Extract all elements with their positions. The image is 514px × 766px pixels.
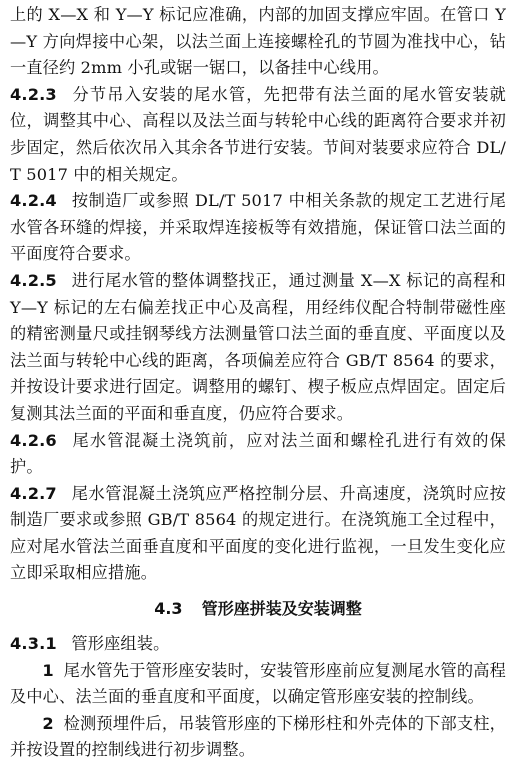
clause-4-3-1 — [10, 631, 506, 658]
clause-number: 4.2.7 — [10, 483, 57, 503]
clause-4-2-6 — [10, 428, 506, 481]
list-item-1 — [10, 658, 506, 711]
clause-4-2-5 — [10, 268, 506, 428]
clause-number: 4.2.3 — [10, 84, 57, 104]
clause-number: 4.3.1 — [10, 634, 57, 654]
item-text: 尾水管先于管形座安装时，安装管形座前应复测尾水管的高程及中心、法兰面的垂直度和平面度，以确定管形座安装的控制线。 — [10, 660, 506, 707]
clause-number: 4.2.6 — [10, 430, 57, 450]
item-number: 2 — [42, 713, 54, 733]
clause-text: 进行尾水管的整体调整找正，通过测量 X—X 标记的高程和 Y—Y 标记的左右偏差找正中心及高程，用经纬仪配合特制带磁性座的精密测量尺或挂钢琴线方法测量管口法兰面的垂直度、平面度以及法兰面与转轮中心线的距离，各项偏差应符合 GB/T 8564 的要求，并按设计要求进行固定。调整用的螺钉、楔子板应点焊固定。固定后复测其法兰面的平面和垂直度，仍应符合要求。 — [10, 270, 506, 423]
clause-4-2-4 — [10, 188, 506, 268]
paragraph-continuation — [10, 2, 506, 82]
section-heading — [10, 596, 506, 622]
section-title: 管形座拼装及安装调整 — [201, 599, 362, 619]
list-item-2 — [10, 711, 506, 764]
item-number: 1 — [42, 660, 54, 680]
clause-text: 尾水管混凝土浇筑前，应对法兰面和螺栓孔进行有效的保护。 — [10, 430, 506, 477]
clause-number: 4.2.4 — [10, 191, 57, 211]
item-text: 检测预埋件后，吊装管形座的下梯形柱和外壳体的下部支柱，并按设置的控制线进行初步调整。 — [10, 713, 506, 760]
paragraph-text: 上的 X—X 和 Y—Y 标记应准确，内部的加固支撑应牢固。在管口 Y—Y 方向焊接中心架，以法兰面上连接螺栓孔的节圆为准找中心，钻一直径约 2mm 小孔或锯一锯口，以备挂中心线用。 — [10, 5, 506, 78]
clause-text: 按制造厂或参照 DL/T 5017 中相关条款的规定工艺进行尾水管各环缝的焊接，并采取焊连接板等有效措施，保证管口法兰面的平面度符合要求。 — [10, 191, 506, 264]
section-number: 4.3 — [154, 599, 183, 619]
clause-4-2-3 — [10, 82, 506, 188]
clause-4-2-7 — [10, 481, 506, 587]
clause-text: 尾水管混凝土浇筑应严格控制分层、升高速度，浇筑时应按制造厂要求或参照 GB/T 8564 的规定进行。在浇筑施工全过程中，应对尾水管法兰面垂直度和平面度的变化进行监视，一旦发生变化应立即采取相应措施。 — [10, 483, 506, 583]
clause-text: 分节吊入安装的尾水管，先把带有法兰面的尾水管安装就位，调整其中心、高程以及法兰面与转轮中心线的距离符合要求并初步固定，然后依次吊入其余各节进行安装。节间对装要求应符合 DL/T 5017 中的相关规定。 — [10, 84, 506, 184]
clause-number: 4.2.5 — [10, 270, 57, 290]
clause-text: 管形座组装。 — [71, 634, 170, 654]
